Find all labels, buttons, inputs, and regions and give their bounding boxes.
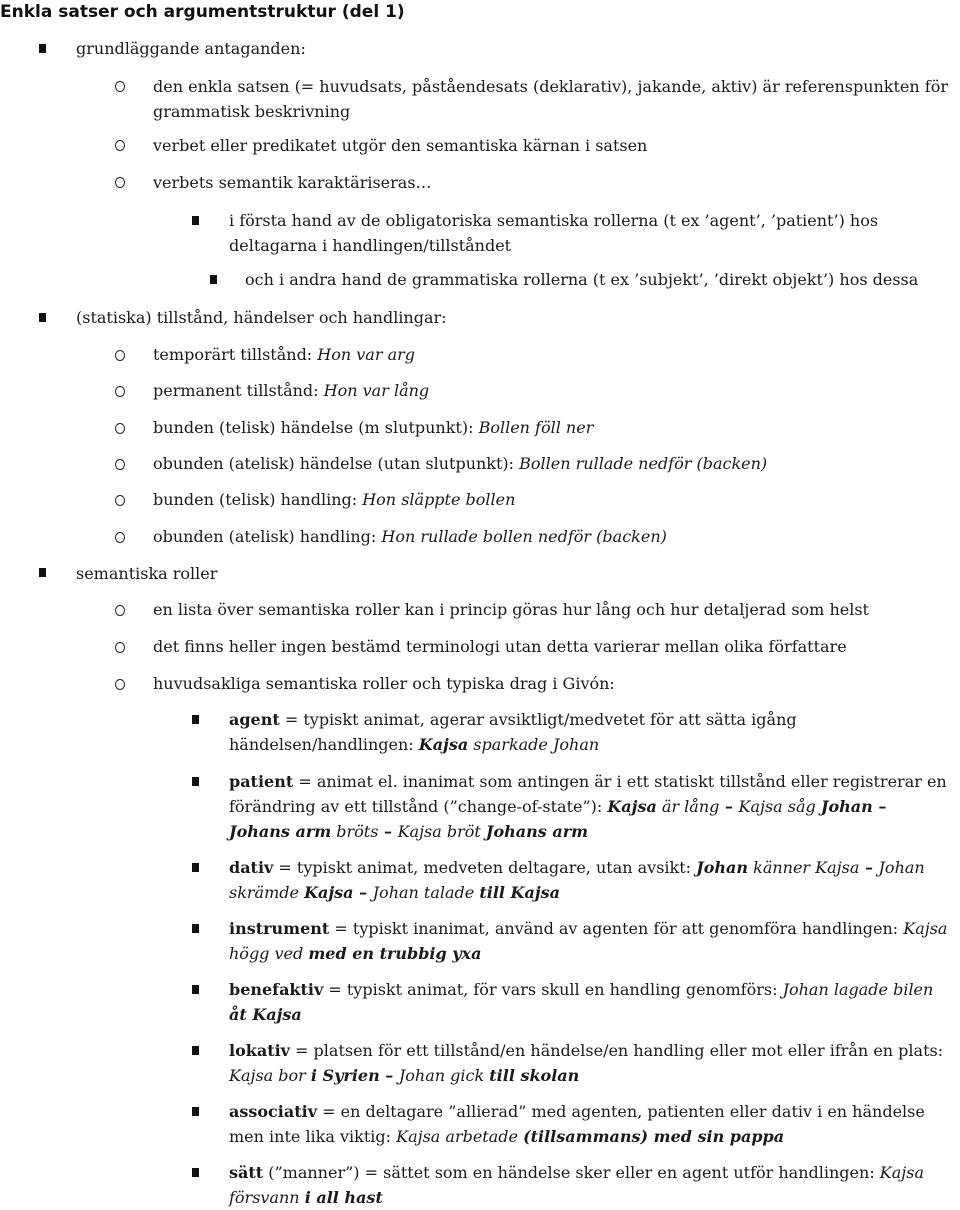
circle-bullet-icon [115, 177, 125, 188]
circle-bullet-icon [115, 459, 125, 470]
role-benefaktiv: benefaktiv = typiskt animat, för vars skull en handling genomförs: Johan lagade bilen åt Kajsa [229, 980, 934, 1024]
list-item: obunden (atelisk) handling: Hon rullade bollen nedför (backen) [153, 527, 667, 546]
list-item: permanent tillstånd: Hon var lång [153, 381, 430, 400]
square-bullet-icon [192, 863, 199, 872]
circle-bullet-icon [115, 495, 125, 506]
section-heading: (statiska) tillstånd, händelser och handlingar: [76, 308, 447, 327]
list-item [153, 133, 647, 158]
list-item-text: verbet eller predikatet utgör den semantiska kärnan i satsen [153, 136, 648, 155]
square-bullet-icon [210, 275, 217, 284]
list-item: temporärt tillstånd: Hon var arg [153, 345, 415, 364]
role-lokativ: lokativ = platsen för ett tillstånd/en händelse/en handling eller mot eller ifrån en plats: Kajsa bor i Syrien – Johan gick till skolan [229, 1041, 944, 1085]
section-tillstand [76, 305, 447, 330]
section-grundlaggande [76, 36, 306, 61]
square-bullet-icon [192, 1168, 199, 1177]
section-heading: grundläggande antaganden: [76, 39, 306, 58]
list-item [153, 634, 847, 659]
circle-bullet-icon [115, 532, 125, 543]
square-bullet-icon [39, 568, 46, 577]
list-item-text: den enkla satsen (= huvudsats, påståendesats (deklarativ), jakande, aktiv) är referenspunkten för grammatisk beskrivning [153, 77, 948, 121]
list-item [245, 267, 918, 292]
circle-bullet-icon [115, 423, 125, 434]
square-bullet-icon [192, 1107, 199, 1116]
list-item-text: huvudsakliga semantiska roller och typiska drag i Givón: [153, 674, 615, 693]
circle-bullet-icon [115, 605, 125, 616]
page-title: Enkla satser och argumentstruktur (del 1) [0, 2, 405, 22]
square-bullet-icon [192, 715, 199, 724]
square-bullet-icon [39, 313, 46, 322]
role-instrument: instrument = typiskt inanimat, använd av agenten för att genomföra handlingen: Kajsa högg ved med en trubbig yxa [229, 919, 948, 963]
list-item [229, 208, 929, 258]
list-item: obunden (atelisk) händelse (utan slutpunkt): Bollen rullade nedför (backen) [153, 454, 768, 473]
section-roller [76, 561, 217, 586]
square-bullet-icon [192, 985, 199, 994]
circle-bullet-icon [115, 642, 125, 653]
list-item [153, 597, 869, 622]
list-item: bunden (telisk) handling: Hon släppte bollen [153, 490, 516, 509]
square-bullet-icon [192, 216, 199, 225]
list-item-text: i första hand av de obligatoriska semantiska rollerna (t ex ’agent’, ’patient’) hos deltagarna i handlingen/tillståndet [229, 211, 879, 255]
section-heading: semantiska roller [76, 564, 218, 583]
circle-bullet-icon [115, 386, 125, 397]
list-item [153, 74, 953, 124]
square-bullet-icon [192, 1046, 199, 1055]
list-item [153, 671, 615, 696]
list-item-text: verbets semantik karaktäriseras… [153, 173, 432, 192]
circle-bullet-icon [115, 350, 125, 361]
list-item-text: en lista över semantiska roller kan i princip göras hur lång och hur detaljerad som helst [153, 600, 869, 619]
role-associativ: associativ = en deltagare ”allierad” med agenten, patienten eller dativ i en händelse men inte lika viktig: Kajsa arbetade (tillsammans) med sin pappa [229, 1102, 925, 1146]
list-item-text: och i andra hand de grammatiska rollerna (t ex ’subjekt’, ’direkt objekt’) hos dessa [245, 270, 919, 289]
list-item-text: det finns heller ingen bestämd terminologi utan detta varierar mellan olika författare [153, 637, 847, 656]
role-dativ: dativ = typiskt animat, medveten deltagare, utan avsikt: Johan känner Kajsa – Johan skrämde Kajsa – Johan talade till Kajsa [229, 858, 925, 902]
circle-bullet-icon [115, 140, 125, 151]
circle-bullet-icon [115, 81, 125, 92]
square-bullet-icon [192, 924, 199, 933]
list-item: bunden (telisk) händelse (m slutpunkt): Bollen föll ner [153, 418, 594, 437]
role-satt: sätt (”manner”) = sättet som en händelse sker eller en agent utför handlingen: Kajsa försvann i all hast [229, 1163, 924, 1207]
role-patient: patient = animat el. inanimat som antingen är i ett statiskt tillstånd eller registrerar en förändring av ett tillstånd (”change-of-state”): Kajsa är lång – Kajsa såg Johan – Johans arm bröts – Kajsa bröt Johans arm [229, 772, 947, 841]
square-bullet-icon [39, 44, 46, 53]
list-item [153, 170, 432, 195]
role-agent: agent = typiskt animat, agerar avsiktligt/medvetet för att sätta igång händelsen/handlingen: Kajsa sparkade Johan [229, 710, 797, 754]
circle-bullet-icon [115, 679, 125, 690]
square-bullet-icon [192, 777, 199, 786]
